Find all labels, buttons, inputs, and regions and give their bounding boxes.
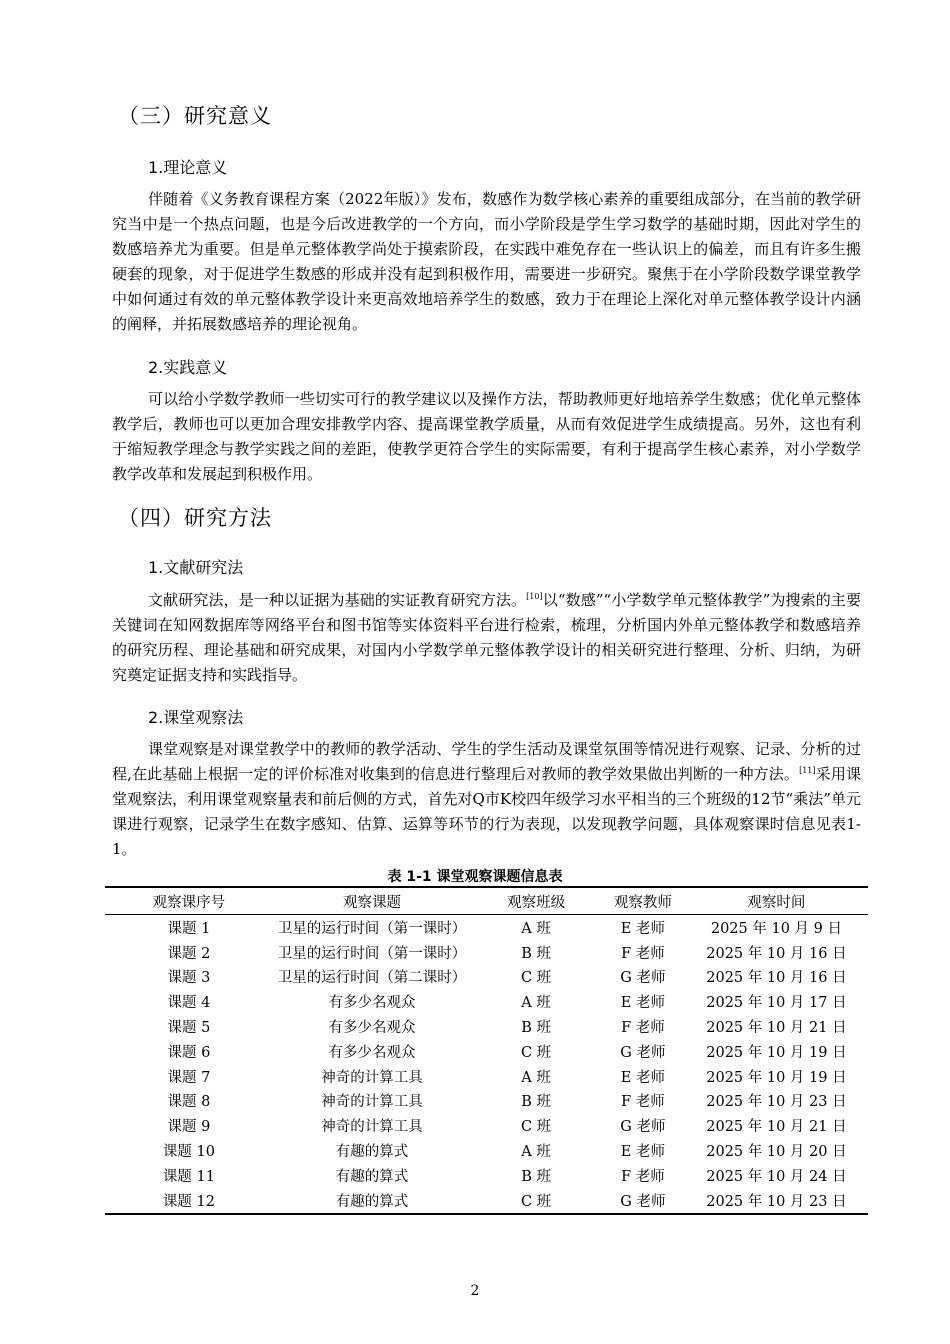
table-cell: 有趣的算式 [335, 1168, 409, 1185]
table-row [105, 1014, 868, 1039]
table-cell: B 班 [521, 1020, 551, 1037]
table-cell: 课题 3 [167, 970, 211, 987]
table-cell: 课题 11 [162, 1168, 215, 1185]
table-header-cell: 观察班级 [471, 887, 601, 915]
paragraph-practical-significance: 可以给小学数学教师一些切实可行的教学建议以及操作方法，帮助教师更好地培养学生数感；优化单元整体教学后，教师也可以更加合理安排教学内容、提高课堂教学质量，从而有效促进学生成绩提高。另外，这也有利于缩短教学理念与教学实践之间的差距，使教学更符合学生的实际需要，有利于提高学生核心素养，对小学数学教学改革和发展起到积极作用。 [112, 390, 861, 483]
table-header-cell: 观察课序号 [105, 887, 273, 915]
table-cell: F 老师 [621, 1168, 665, 1185]
table-cell: 2025 年 10 月 24 日 [706, 1168, 847, 1185]
table-row [105, 1089, 868, 1114]
table-row [105, 940, 868, 965]
table-cell: B 班 [521, 945, 551, 962]
table-row [105, 915, 868, 940]
table-cell: 有多少名观众 [328, 1020, 416, 1037]
table-header-cell: 观察时间 [685, 887, 868, 915]
table-body [105, 915, 868, 1214]
table-cell: F 老师 [621, 945, 665, 962]
table-cell: A 班 [521, 1069, 551, 1086]
heading-research-significance: （三）研究意义 [118, 104, 272, 128]
paragraph-observation-method [112, 737, 861, 862]
table-cell: 2025 年 10 月 21 日 [706, 1020, 847, 1037]
table-cell: 卫星的运行时间（第一课时） [277, 920, 467, 937]
table-header-row [105, 887, 868, 915]
table-cell: A 班 [521, 995, 551, 1012]
table-cell: C 班 [471, 1188, 601, 1214]
table-cell: G 老师 [620, 1119, 666, 1136]
table-cell: A 班 [521, 1144, 551, 1161]
observation-table [105, 886, 868, 1215]
table-cell: 课题 12 [105, 1188, 273, 1214]
citation-11: [11] [799, 766, 816, 775]
paragraph-observation-text-a: 课堂观察是对课堂教学中的教师的教学活动、学生的学生活动及课堂氛围等情况进行观察、记录、分析的过程,在此基础上根据一定的评价标准对收集到的信息进行整理后对教师的教学效果做出判断的一种方法。 [112, 740, 861, 783]
table-cell: 2025 年 10 月 17 日 [706, 995, 847, 1012]
table-cell: E 老师 [620, 1144, 665, 1161]
table-row [105, 1188, 868, 1214]
table-row [105, 1113, 868, 1138]
table-row [105, 989, 868, 1014]
table-cell: 神奇的计算工具 [321, 1069, 423, 1086]
table-cell: 2025 年 10 月 19 日 [706, 1069, 847, 1086]
table-cell: C 班 [520, 970, 552, 987]
table-cell: A 班 [521, 920, 551, 937]
table-cell: G 老师 [601, 1188, 685, 1214]
table-row [105, 1039, 868, 1064]
paragraph-observation-text-b: 采用课堂观察法，利用课堂观察量表和前后侧的方式，首先对Q市K校四年级学习水平相当的三个班级的12节“乘法”单元课进行观察，记录学生在数字感知、估算、运算等环节的行为表现，以发现教学问题，具体观察课时信息见表1-1。 [112, 765, 861, 858]
paragraph-literature-text-b: 以“数感”“小学数学单元整体教学”为搜索的主要关键词在知网数据库等网络平台和图书馆等实体资料平台进行检索，梳理，分析国内外单元整体教学和数感培养的研究历程、理论基础和研究成果，对国内小学数学单元整体教学设计的相关研究进行整理、分析、归纳，为研究奠定证据支持和实践指导。 [112, 591, 861, 684]
citation-10: [10] [526, 592, 543, 601]
table-cell: 卫星的运行时间（第一课时） [277, 945, 467, 962]
table-cell: G 老师 [620, 970, 666, 987]
table-cell: 2025 年 10 月 20 日 [706, 1144, 847, 1161]
table-header-cell: 观察教师 [601, 887, 685, 915]
table-cell: 卫星的运行时间（第二课时） [277, 970, 467, 987]
table-cell: F 老师 [621, 1094, 665, 1111]
table-cell: B 班 [521, 1168, 551, 1185]
table-cell: 课题 7 [167, 1069, 211, 1086]
table-cell: 2025 年 10 月 9 日 [710, 920, 842, 937]
table-cell: 课题 8 [167, 1094, 211, 1111]
table-cell: 课题 4 [167, 995, 211, 1012]
paragraph-literature-method [112, 588, 861, 688]
table-cell: B 班 [521, 1094, 551, 1111]
table-caption: 表 1-1 课堂观察课题信息表 [387, 869, 563, 885]
table-cell: 课题 10 [162, 1144, 215, 1161]
table-cell: E 老师 [620, 920, 665, 937]
table-row [105, 1163, 868, 1188]
table-cell: 有趣的算式 [273, 1188, 471, 1214]
heading-theoretical-significance: 1.理论意义 [148, 158, 228, 177]
table-cell: 有多少名观众 [328, 1044, 416, 1061]
table-cell: 神奇的计算工具 [321, 1094, 423, 1111]
paragraph-literature-text-a: 文献研究法，是一种以证据为基础的实证教育研究方法。 [148, 591, 527, 609]
table-cell: 课题 6 [167, 1044, 211, 1061]
table-cell: 2025 年 10 月 19 日 [706, 1044, 847, 1061]
table-cell: 神奇的计算工具 [321, 1119, 423, 1136]
table-cell: 2025 年 10 月 23 日 [685, 1188, 868, 1214]
heading-literature-method: 1.文献研究法 [148, 558, 244, 577]
heading-research-methods: （四）研究方法 [118, 506, 272, 530]
table-row [105, 965, 868, 990]
heading-observation-method: 2.课堂观察法 [148, 708, 244, 727]
table-cell: F 老师 [621, 1020, 665, 1037]
table-cell: 2025 年 10 月 21 日 [706, 1119, 847, 1136]
table-cell: 课题 1 [167, 920, 211, 937]
table-cell: 2025 年 10 月 16 日 [706, 970, 847, 987]
table-cell: 有趣的算式 [335, 1144, 409, 1161]
table-header-cell: 观察课题 [273, 887, 471, 915]
heading-practical-significance: 2.实践意义 [148, 358, 228, 377]
paragraph-theoretical-significance: 伴随着《义务教育课程方案（2022年版）》发布，数感作为数学核心素养的重要组成部分，在当前的教学研究当中是一个热点问题，也是今后改进教学的一个方向，而小学阶段是学生学习数学的基础时期，因此对学生的数感培养尤为重要。但是单元整体教学尚处于摸索阶段，在实践中难免存在一些认识上的偏差，而且有许多生搬硬套的现象，对于促进学生数感的形成并没有起到积极作用，需要进一步研究。聚焦于在小学阶段数学课堂教学中如何通过有效的单元整体教学设计来更高效地培养学生的数感，致力于在理论上深化对单元整体教学设计内涵的阐释，并拓展数感培养的理论视角。 [112, 190, 861, 333]
table-cell: 课题 9 [167, 1119, 211, 1136]
table-cell: 有多少名观众 [328, 995, 416, 1012]
table-cell: E 老师 [620, 1069, 665, 1086]
table-row [105, 1138, 868, 1163]
table-cell: C 班 [520, 1119, 552, 1136]
table-cell: 课题 2 [167, 945, 211, 962]
table-row [105, 1064, 868, 1089]
table-cell: C 班 [520, 1044, 552, 1061]
table-cell: G 老师 [620, 1044, 666, 1061]
table-cell: E 老师 [620, 995, 665, 1012]
table-cell: 课题 5 [167, 1020, 211, 1037]
table-cell: 2025 年 10 月 23 日 [706, 1094, 847, 1111]
table-cell: 2025 年 10 月 16 日 [706, 945, 847, 962]
page-number: 2 [470, 1283, 480, 1299]
